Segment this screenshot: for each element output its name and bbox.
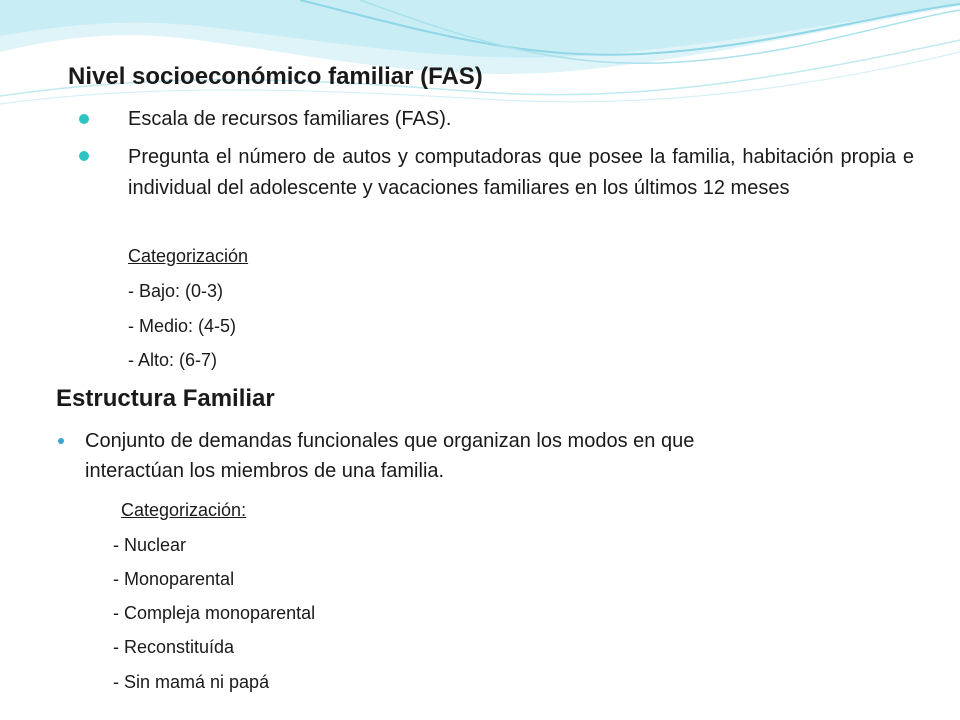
bullet-icon — [79, 151, 89, 161]
bullet-icon — [79, 114, 89, 124]
section1-categorization-label: Categorización — [128, 246, 249, 266]
section2-categorization-label: Categorización: — [121, 500, 247, 520]
section2-category-item: - Compleja monoparental — [113, 603, 316, 623]
bullet-icon — [58, 438, 64, 444]
section2-category-item: - Reconstituída — [113, 637, 235, 657]
section2-bullet1-line2: interactúan los miembros de una familia. — [85, 460, 445, 482]
section2-bullet1-line1: Conjunto de demandas funcionales que organizan los modos en que — [85, 430, 695, 452]
section1-category-item: - Alto: (6-7) — [128, 350, 218, 370]
section2-title: Estructura Familiar — [56, 385, 275, 412]
section1-category-item: - Bajo: (0-3) — [128, 281, 224, 301]
wave-decoration — [0, 0, 960, 120]
section1-bullet2: Pregunta el número de autos y computadoras que posee la familia, habitación propia e individual del adolescente y vacaciones familiares en los últimos 12 meses — [128, 146, 914, 199]
section1-bullet1: Escala de recursos familiares (FAS). — [128, 108, 452, 130]
section2-category-item: - Nuclear — [113, 535, 187, 555]
section2-category-item: - Sin mamá ni papá — [113, 672, 270, 692]
section2-category-item: - Monoparental — [113, 569, 235, 589]
section1-category-item: - Medio: (4-5) — [128, 316, 237, 336]
section1-title: Nivel socioeconómico familiar (FAS) — [68, 63, 483, 90]
